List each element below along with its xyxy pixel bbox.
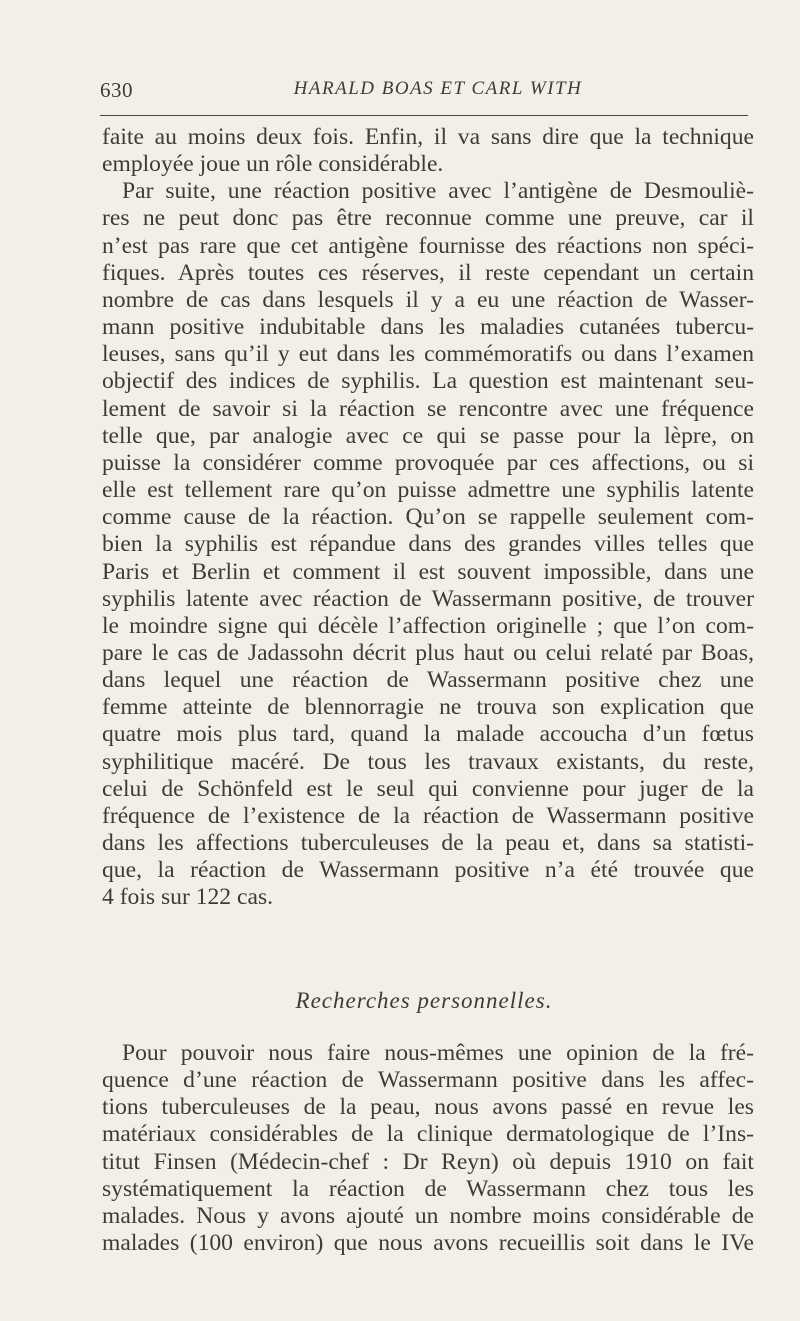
text-line: celui de Schönfeld est le seul qui convienne pour juger de la xyxy=(102,775,754,802)
text-line: fréquence de l’existence de la réaction de Wassermann positive xyxy=(102,802,754,829)
text-line: elle est tellement rare qu’on puisse admettre une syphilis latente xyxy=(102,477,754,504)
text-line: bien la syphilis est répandue dans des grandes villes telles que xyxy=(102,531,754,558)
text-line: tions tuberculeuses de la peau, nous avons passé en revue les xyxy=(102,1094,754,1121)
text-line: Pour pouvoir nous faire nous-mêmes une opinion de la fré- xyxy=(122,1040,754,1066)
text-line: mann positive indubitable dans les maladies cutanées tubercu- xyxy=(102,314,754,341)
text-line: matériaux considérables de la clinique dermatologique de l’Ins- xyxy=(102,1121,754,1148)
text-line: faite au moins deux fois. Enfin, il va sans dire que la technique xyxy=(102,124,754,150)
text-line: pare le cas de Jadassohn décrit plus haut ou celui relaté par Boas, xyxy=(102,639,754,666)
text-line: n’est pas rare que cet antigène fournisse des réactions non spéci- xyxy=(102,232,754,259)
text-line: quatre mois plus tard, quand la malade accoucha d’un fœtus xyxy=(102,721,754,748)
text-line: objectif des indices de syphilis. La question est maintenant seu- xyxy=(102,368,754,395)
text-line: comme cause de la réaction. Qu’on se rappelle seulement com- xyxy=(102,504,754,531)
page-number: 630 xyxy=(100,78,133,102)
text-line: syphilitique macéré. De tous les travaux existants, du reste, xyxy=(102,748,754,775)
text-line: nombre de cas dans lesquels il y a eu une réaction de Wasser- xyxy=(102,286,754,313)
text-line: res ne peut donc pas être reconnue comme une preuve, car il xyxy=(102,205,754,232)
text-line: fiques. Après toutes ces réserves, il reste cependant un certain xyxy=(102,259,754,286)
section-text xyxy=(102,1040,754,1257)
section-heading: Recherches personnelles. xyxy=(295,988,553,1013)
header-rule xyxy=(100,115,748,116)
text-line: 4 fois sur 122 cas. xyxy=(102,884,274,911)
text-line: lement de savoir si la réaction se rencontre avec une fréquence xyxy=(102,395,754,422)
text-line: malades. Nous y avons ajouté un nombre moins considérable de xyxy=(102,1202,754,1229)
text-line: le moindre signe qui décèle l’affection originelle ; que l’on com- xyxy=(102,612,754,639)
text-line: femme atteinte de blennorragie ne trouva son explication que xyxy=(102,694,754,721)
text-line: quence d’une réaction de Wassermann positive dans les affec- xyxy=(102,1067,754,1094)
text-line: dans lequel une réaction de Wassermann positive chez une xyxy=(102,667,754,694)
text-line: syphilis latente avec réaction de Wassermann positive, de trouver xyxy=(102,585,754,612)
text-line: employée joue un rôle considérable. xyxy=(102,151,444,178)
text-line: systématiquement la réaction de Wassermann chez tous les xyxy=(102,1175,754,1202)
running-title: HARALD BOAS ET CARL WITH xyxy=(293,78,583,99)
text-line: telle que, par analogie avec ce qui se passe pour la lèpre, on xyxy=(102,422,754,449)
text-line: titut Finsen (Médecin-chef : Dr Reyn) où depuis 1910 on fait xyxy=(102,1148,754,1175)
body-text xyxy=(102,124,754,912)
text-line: Paris et Berlin et comment il est souvent impossible, dans une xyxy=(102,558,754,585)
text-line: dans les affections tuberculeuses de la peau et, dans sa statisti- xyxy=(102,830,754,857)
text-line: leuses, sans qu’il y eut dans les commémoratifs ou dans l’examen xyxy=(102,341,754,368)
text-line: que, la réaction de Wassermann positive n’a été trouvée que xyxy=(102,857,754,884)
text-line: Par suite, une réaction positive avec l’antigène de Desmouliè- xyxy=(122,178,754,205)
text-line: puisse la considérer comme provoquée par ces affections, ou si xyxy=(102,449,754,476)
text-line: malades (100 environ) que nous avons recueillis soit dans le IVe xyxy=(102,1230,754,1257)
page-header xyxy=(100,72,748,108)
